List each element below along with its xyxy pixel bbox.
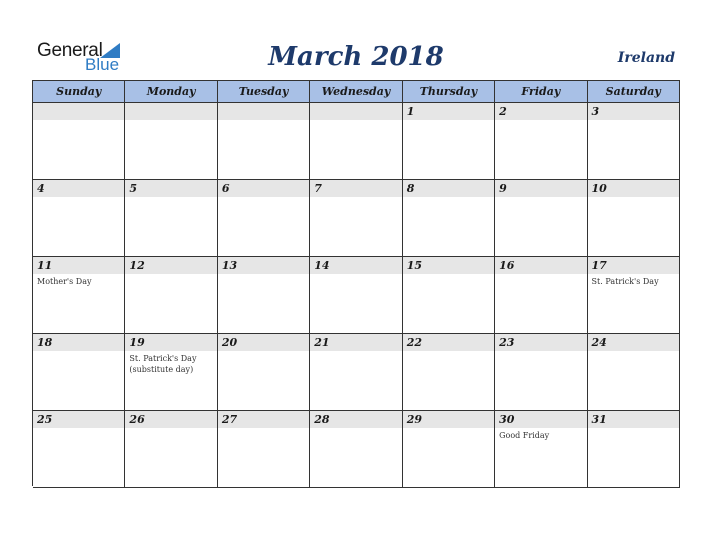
- day-number-strip: [310, 257, 401, 274]
- day-number: 13: [221, 259, 238, 272]
- day-number-strip: [33, 257, 124, 274]
- day-cell-13: [218, 257, 310, 334]
- calendar-weeks: [33, 103, 680, 488]
- day-cell-27: [218, 411, 310, 488]
- day-number: 9: [499, 182, 507, 195]
- day-number: 18: [37, 336, 53, 349]
- day-number: 29: [406, 413, 422, 426]
- day-cell-20: [218, 334, 310, 411]
- holiday-label: [588, 197, 679, 199]
- day-number-strip: [495, 103, 586, 120]
- weekday-header-saturday: Saturday: [588, 81, 680, 103]
- day-cell-6: [218, 180, 310, 257]
- day-cell-empty: [310, 103, 402, 180]
- day-number-strip: [218, 180, 309, 197]
- holiday-label: [495, 120, 586, 122]
- day-number: 30: [499, 413, 515, 426]
- day-cell-16: [495, 257, 587, 334]
- holiday-label: [218, 428, 309, 430]
- holiday-label: [403, 428, 494, 430]
- day-cell-26: [125, 411, 217, 488]
- holiday-label: [310, 120, 401, 122]
- day-cell-2: [495, 103, 587, 180]
- weekday-header-row: [33, 81, 680, 103]
- holiday-label: [218, 120, 309, 122]
- day-cell-9: [495, 180, 587, 257]
- day-number: 5: [129, 182, 138, 195]
- day-cell-18: [33, 334, 125, 411]
- weekday-header-tuesday: Tuesday: [218, 81, 310, 103]
- day-cell-10: [588, 180, 680, 257]
- day-number: 31: [591, 413, 607, 426]
- holiday-label: [310, 197, 401, 199]
- day-number-strip: [588, 257, 679, 274]
- day-cell-25: [33, 411, 125, 488]
- holiday-label: [33, 120, 124, 122]
- day-cell-empty: [33, 103, 125, 180]
- day-number-strip: [125, 411, 216, 428]
- week-row: [33, 257, 680, 334]
- day-number: 22: [406, 336, 422, 349]
- holiday-label: [310, 274, 401, 276]
- day-cell-28: [310, 411, 402, 488]
- day-number: 19: [129, 336, 145, 349]
- week-row: [33, 180, 680, 257]
- day-number: 14: [314, 259, 330, 272]
- day-number-strip: [218, 103, 309, 120]
- day-number-strip: [33, 103, 124, 120]
- day-number: 17: [591, 259, 607, 272]
- day-number: 24: [591, 336, 607, 349]
- day-number: 27: [221, 413, 238, 426]
- holiday-label: [125, 197, 216, 199]
- day-number: 3: [591, 105, 600, 118]
- day-cell-8: [403, 180, 495, 257]
- holiday-label: [33, 351, 124, 353]
- day-number-strip: [403, 411, 494, 428]
- day-cell-24: [588, 334, 680, 411]
- day-number-strip: [495, 180, 586, 197]
- logo-general-text: General: [37, 40, 103, 61]
- day-cell-17: [588, 257, 680, 334]
- day-number: 28: [314, 413, 330, 426]
- day-number-strip: [495, 334, 586, 351]
- day-number: 8: [406, 182, 415, 195]
- holiday-label: [218, 197, 309, 199]
- day-number-strip: [310, 411, 401, 428]
- day-number: 23: [499, 336, 515, 349]
- day-cell-7: [310, 180, 402, 257]
- holiday-label: [403, 197, 494, 199]
- weekday-header-thursday: Thursday: [403, 81, 495, 103]
- day-number: 26: [129, 413, 145, 426]
- calendar-title: March 2018: [268, 42, 444, 72]
- holiday-label: St. Patrick's Day: [591, 277, 659, 286]
- day-number-strip: [403, 257, 494, 274]
- week-row: [33, 411, 680, 488]
- holiday-label: [403, 351, 494, 353]
- weekday-header-sunday: Sunday: [33, 81, 125, 103]
- day-cell-12: [125, 257, 217, 334]
- day-number: 4: [37, 182, 45, 195]
- day-number: 10: [591, 182, 607, 195]
- holiday-label: St. Patrick's Day (substitute day): [129, 354, 197, 374]
- day-number: 15: [406, 259, 422, 272]
- holiday-label: [495, 274, 586, 276]
- day-number-strip: [310, 334, 401, 351]
- week-row: [33, 334, 680, 411]
- day-number-strip: [403, 180, 494, 197]
- day-number-strip: [125, 334, 216, 351]
- day-cell-3: [588, 103, 680, 180]
- weekday-header-wednesday: Wednesday: [310, 81, 402, 103]
- day-number-strip: [588, 411, 679, 428]
- day-number: 11: [37, 259, 53, 272]
- holiday-label: [495, 351, 586, 353]
- day-cell-29: [403, 411, 495, 488]
- day-number-strip: [588, 103, 679, 120]
- day-number-strip: [218, 257, 309, 274]
- day-cell-1: [403, 103, 495, 180]
- calendar-grid: [32, 80, 680, 486]
- holiday-label: [588, 120, 679, 122]
- day-number: 12: [129, 259, 145, 272]
- day-number: 16: [499, 259, 515, 272]
- country-label: Ireland: [617, 50, 675, 66]
- day-number: 2: [499, 105, 507, 118]
- day-cell-empty: [218, 103, 310, 180]
- holiday-label: [125, 428, 216, 430]
- holiday-label: [403, 274, 494, 276]
- day-number-strip: [33, 180, 124, 197]
- day-number: 25: [37, 413, 53, 426]
- day-cell-15: [403, 257, 495, 334]
- logo-blue-text: Blue: [85, 55, 120, 74]
- holiday-label: [495, 197, 586, 199]
- day-number-strip: [125, 257, 216, 274]
- holiday-label: [588, 351, 679, 353]
- day-cell-23: [495, 334, 587, 411]
- day-number: 7: [314, 182, 322, 195]
- day-number-strip: [125, 103, 216, 120]
- day-cell-30: [495, 411, 587, 488]
- day-cell-21: [310, 334, 402, 411]
- day-number-strip: [125, 180, 216, 197]
- holiday-label: [310, 351, 401, 353]
- weekday-header-monday: Monday: [125, 81, 217, 103]
- day-number: 1: [406, 105, 415, 118]
- day-number-strip: [495, 411, 586, 428]
- holiday-label: [33, 197, 124, 199]
- holiday-label: [403, 120, 494, 122]
- holiday-label: [310, 428, 401, 430]
- day-cell-31: [588, 411, 680, 488]
- day-number: 20: [221, 336, 238, 349]
- weekday-header-friday: Friday: [495, 81, 587, 103]
- day-number-strip: [403, 334, 494, 351]
- day-cell-11: [33, 257, 125, 334]
- day-number-strip: [218, 411, 309, 428]
- day-number-strip: [218, 334, 309, 351]
- day-number-strip: [33, 411, 124, 428]
- holiday-label: [125, 120, 216, 122]
- holiday-label: Good Friday: [499, 431, 550, 440]
- week-row: [33, 103, 680, 180]
- day-cell-14: [310, 257, 402, 334]
- holiday-label: [588, 428, 679, 430]
- holiday-label: [218, 351, 309, 353]
- day-number-strip: [588, 334, 679, 351]
- day-number: 6: [221, 182, 230, 195]
- holiday-label: [125, 274, 216, 276]
- day-number-strip: [495, 257, 586, 274]
- day-number-strip: [588, 180, 679, 197]
- day-cell-22: [403, 334, 495, 411]
- day-cell-19: [125, 334, 217, 411]
- day-cell-empty: [125, 103, 217, 180]
- day-cell-5: [125, 180, 217, 257]
- holiday-label: Mother's Day: [37, 277, 92, 286]
- day-cell-4: [33, 180, 125, 257]
- day-number-strip: [33, 334, 124, 351]
- holiday-label: [33, 428, 124, 430]
- day-number: 21: [314, 336, 330, 349]
- holiday-label: [218, 274, 309, 276]
- day-number-strip: [310, 103, 401, 120]
- day-number-strip: [403, 103, 494, 120]
- day-number-strip: [310, 180, 401, 197]
